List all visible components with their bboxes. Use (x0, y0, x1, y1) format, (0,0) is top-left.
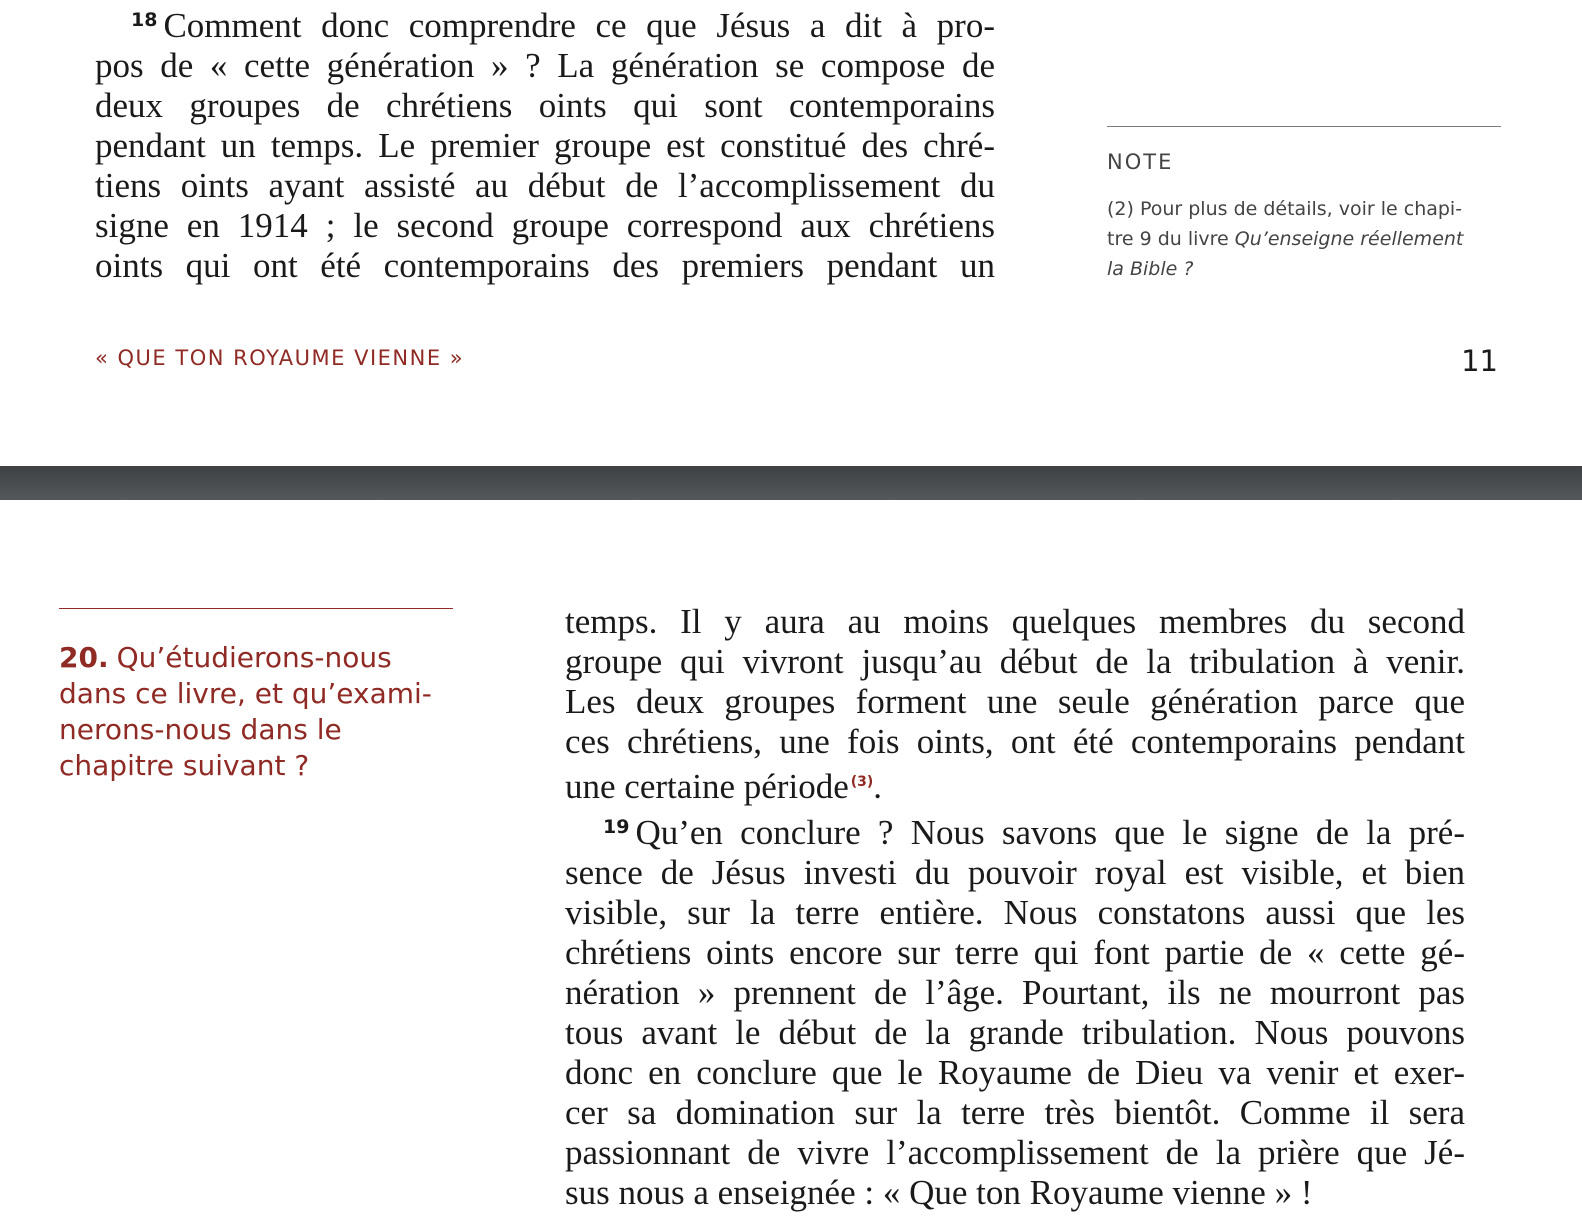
page-bottom (0, 500, 1582, 1222)
paragraph-line: oints qui ont été contemporains des premiers pendant un (95, 246, 995, 285)
note-line: tre 9 du livre Qu’enseigne réellement (1107, 228, 1464, 250)
paragraph-line: nération » prennent de l’âge. Pourtant, ils ne mourront pas (565, 973, 1465, 1012)
paragraph-line: passionnant de vivre l’accomplissement de la prière que Jé- (565, 1133, 1465, 1172)
paragraph-line: une certaine période $^{(3)}$. (565, 767, 883, 806)
paragraph-line: cer sa domination sur la terre très bientôt. Comme il sera (565, 1093, 1465, 1132)
note-text (1107, 194, 1487, 284)
paragraph-line: deux groupes de chrétiens oints qui sont contemporains (95, 86, 995, 125)
paragraph-line: $^{19}$ Qu’en conclure ? Nous savons que le signe de la pré- (603, 813, 1465, 852)
question-line: dans ce livre, et qu’exami- (59, 677, 432, 710)
paragraph-line: signe en 1914 ; le second groupe correspond aux chrétiens (95, 206, 995, 245)
paragraph-line: pos de « cette génération » ? La génération se compose de (95, 46, 995, 85)
note-title: NOTE (1107, 150, 1174, 174)
question-line: nerons-nous dans le (59, 713, 342, 746)
paragraph-line: temps. Il y aura au moins quelques membres du second (565, 602, 1465, 641)
note-line: la Bible ? (1107, 258, 1194, 280)
paragraph-line: groupe qui vivront jusqu’au début de la tribulation à venir. (565, 642, 1465, 681)
page-number: 11 (1461, 344, 1498, 378)
paragraph-line: ces chrétiens, une fois oints, ont été contemporains pendant (565, 722, 1465, 761)
paragraph-18 (95, 0, 995, 286)
paragraph-line: tiens oints ayant assisté au début de l’accomplissement du (95, 166, 995, 205)
paragraph-line: sence de Jésus investi du pouvoir royal est visible, et bien (565, 853, 1465, 892)
paragraph-number: 19 (603, 816, 630, 838)
question-number: 20. (59, 641, 109, 674)
question-line: chapitre suivant ? (59, 749, 310, 782)
page-top (0, 0, 1582, 466)
paragraph-line: sus nous a enseignée : « Que ton Royaume vienne » ! (565, 1173, 1313, 1212)
question-line: 20. Qu’étudierons-nous (59, 641, 392, 674)
note-divider (1107, 126, 1501, 127)
study-question (59, 640, 459, 784)
note-line: (2) Pour plus de détails, voir le chapi- (1107, 198, 1463, 220)
question-divider (59, 608, 453, 609)
paragraph-line: Les deux groupes forment une seule génération parce que (565, 682, 1465, 721)
footnote-reference[interactable]: (3) (850, 774, 874, 790)
main-text (565, 602, 1465, 1213)
paragraph-line: pendant un temps. Le premier groupe est constitué des chré- (95, 126, 995, 165)
paragraph-line: donc en conclure que le Royaume de Dieu va venir et exer- (565, 1053, 1465, 1092)
paragraph-line: tous avant le début de la grande tribulation. Nous pouvons (565, 1013, 1465, 1052)
paragraph-number: 18 (131, 9, 158, 31)
page-separator (0, 466, 1582, 500)
paragraph-line: $^{18}$ Comment donc comprendre ce que Jésus a dit à pro- (131, 6, 995, 45)
running-head: « QUE TON ROYAUME VIENNE » (95, 346, 465, 370)
book-title-link[interactable]: Qu’enseigne réellement (1234, 228, 1464, 250)
paragraph-line: chrétiens oints encore sur terre qui font partie de « cette gé- (565, 933, 1465, 972)
paragraph-line: visible, sur la terre entière. Nous constatons aussi que les (565, 893, 1465, 932)
